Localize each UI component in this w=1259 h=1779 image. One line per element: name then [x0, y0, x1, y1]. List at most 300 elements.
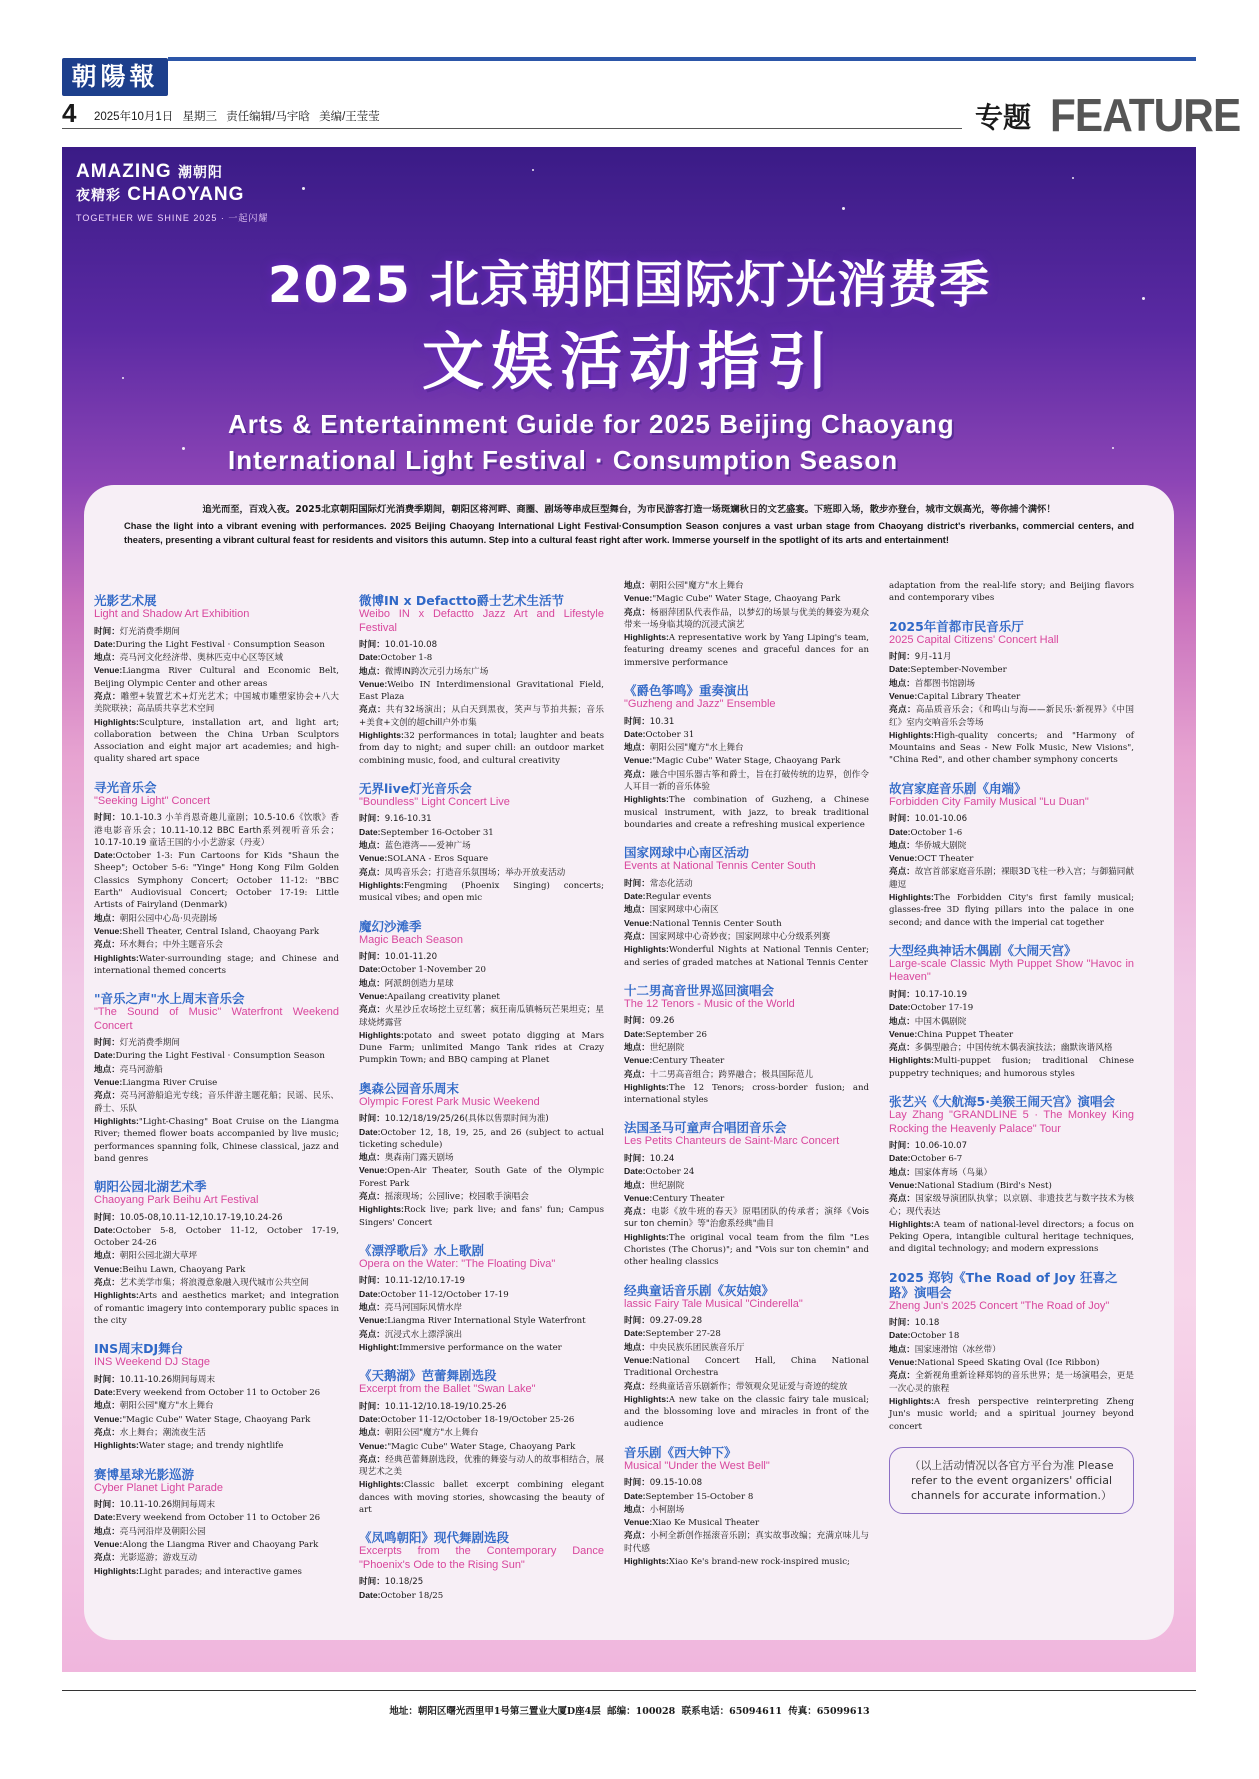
event-detail-line	[94, 1565, 339, 1578]
detail-label: 时间：	[624, 877, 650, 888]
detail-value: October 18	[910, 1331, 960, 1342]
event-detail-line	[624, 1354, 869, 1380]
detail-value: 摇滚现场；公园live；校园歌手演唱会	[384, 1192, 529, 1202]
detail-value: potato and sweet potato digging at Mars Dune Farm; unlimited Mango Tank rides at Crazy Pumpkin Town; and BBQ camping at Planet	[359, 1030, 604, 1066]
detail-value: Classic ballet excerpt combining elegant dances with moving stories, showcasing the beauty of art	[359, 1480, 604, 1516]
detail-value: Liangma River Cruise	[122, 1078, 218, 1089]
detail-value: 艺术美学市集；将浪漫意象融入现代城市公共空间	[119, 1278, 309, 1289]
event-detail-line	[94, 1211, 339, 1224]
detail-label: 亮点：	[624, 1206, 652, 1217]
detail-value: "Magic Cube" Water Stage, Chaoyang Park	[122, 1414, 311, 1425]
event-detail-line	[624, 877, 869, 890]
event-detail-line	[359, 1400, 604, 1413]
event-detail-line	[624, 606, 869, 632]
detail-value: "Light-Chasing" Boat Cruise on the Liangma River; themed flower boats accompanied by live music; performances spanning folk, Chinese classical, jazz and band genres	[94, 1116, 339, 1164]
detail-value: 朝阳公园"魔方"水上舞台	[649, 743, 744, 754]
detail-label: 亮点：	[359, 1191, 385, 1201]
detail-value: 朝阳公园中心岛·贝壳剧场	[119, 913, 218, 924]
detail-value: 国家体育场（鸟巢）	[914, 1167, 993, 1178]
event-item	[94, 1179, 339, 1327]
event-detail-line	[359, 977, 604, 990]
detail-label: Highlights:	[624, 1231, 669, 1242]
detail-value: September 16-October 31	[380, 827, 494, 838]
detail-label: 亮点：	[94, 1277, 120, 1288]
event-detail-line	[94, 1089, 339, 1115]
footer-rule	[62, 1690, 1196, 1691]
detail-value: Water-surrounding stage; and Chinese and international themed concerts	[94, 953, 339, 976]
detail-value: 常态化活动	[649, 878, 693, 889]
event-title-cn: 十二男高音世界巡回演唱会	[624, 982, 775, 998]
detail-value: "Magic Cube" Water Stage, Chaoyang Park	[652, 594, 841, 605]
detail-value: Light parades; and interactive games	[138, 1566, 302, 1577]
detail-label: Date:	[359, 826, 381, 837]
detail-label: Date:	[359, 652, 381, 663]
event-detail-line	[624, 1205, 869, 1231]
event-detail-line	[359, 1274, 604, 1287]
detail-value: Liangma River Cultural and Economic Belt, Beijing Olympic Center and other areas	[94, 666, 339, 689]
detail-value: "Magic Cube" Water Stage, Chaoyang Park	[387, 1441, 576, 1452]
event-detail-line	[359, 879, 604, 905]
event-title-en: Magic Beach Season	[359, 933, 463, 946]
detail-label: 时间：	[359, 951, 385, 962]
detail-label: 亮点：	[624, 1068, 650, 1079]
detail-value: 沉浸式水上漂浮演出	[384, 1329, 463, 1340]
intro-text	[124, 503, 1134, 547]
event-detail-line	[624, 1068, 869, 1081]
detail-value: 首都图书馆剧场	[914, 678, 975, 689]
detail-label: 时间：	[359, 1113, 385, 1124]
event-detail-line	[94, 716, 339, 766]
detail-label: Highlights:	[94, 1290, 139, 1301]
detail-label: 时间：	[94, 1211, 120, 1222]
detail-value: 奥森南门露天剧场	[384, 1153, 454, 1164]
detail-label: 时间：	[889, 988, 915, 999]
event-detail-line	[359, 839, 604, 852]
detail-label: 亮点：	[624, 1530, 651, 1541]
event-detail-line	[94, 638, 339, 651]
detail-label: Highlights:	[94, 1115, 139, 1126]
detail-label: Venue:	[624, 1192, 653, 1203]
section-name-en: FEATURE	[1050, 89, 1241, 141]
detail-value: Water stage; and trendy nightlife	[138, 1441, 284, 1452]
detail-label: Venue:	[359, 1165, 388, 1176]
detail-value: October 11-12/October 18-19/October 25-26	[380, 1414, 575, 1425]
event-logo	[76, 161, 276, 245]
detail-value: 朝阳公园北湖大草坪	[119, 1251, 198, 1262]
detail-label: 时间：	[624, 1152, 650, 1163]
detail-label: Date:	[94, 850, 116, 861]
event-detail-line	[889, 1395, 1134, 1433]
event-detail-line	[624, 890, 869, 903]
detail-label: 地点：	[359, 977, 385, 988]
detail-label: Highlights:	[94, 1440, 139, 1451]
detail-label: 亮点：	[359, 1453, 386, 1464]
event-detail-line	[624, 917, 869, 930]
event-title-cn: 国家网球中心南区活动	[624, 845, 750, 861]
event-title-en: "Boundless" Light Concert Live	[359, 795, 510, 808]
event-detail-line	[624, 1054, 869, 1067]
event-detail-line	[624, 1380, 869, 1393]
detail-label: Venue:	[94, 1263, 123, 1274]
detail-label: 亮点：	[889, 1193, 916, 1204]
event-detail-line	[359, 638, 604, 651]
detail-value: The Forbidden City's first family musical; glasses-free 3D flying pillars into the palace in one second; and dance with the imperial cat together	[889, 893, 1134, 928]
event-detail-line	[359, 1426, 604, 1439]
detail-label: 时间：	[624, 1015, 650, 1026]
detail-label: 时间：	[624, 1315, 650, 1326]
detail-value: 电影《放牛班的春天》原唱团队的传承者；演绎《Vois sur ton chemin》等"治愈系经典"曲目	[624, 1207, 869, 1230]
detail-label: 地点：	[889, 677, 915, 688]
event-detail-line	[889, 852, 1134, 865]
event-detail-line	[624, 728, 869, 741]
logo-cn-1: 潮朝阳	[177, 165, 223, 181]
title-cn-line2: 文娱活动指引	[421, 325, 836, 398]
event-item	[94, 991, 339, 1165]
detail-label: Venue:	[94, 1413, 123, 1424]
detail-label: Date:	[624, 1166, 646, 1177]
detail-label: Date:	[624, 1028, 646, 1039]
event-item	[624, 683, 869, 831]
event-detail-line	[359, 1453, 604, 1479]
detail-value: Shell Theater, Central Island, Chaoyang Park	[122, 926, 320, 937]
event-item	[889, 781, 1134, 929]
event-title-cn: INS周末DJ舞台	[94, 1341, 184, 1357]
event-title-cn: 故宫家庭音乐剧《甪端》	[889, 780, 1027, 796]
event-detail-line	[359, 1288, 604, 1301]
event-detail-line	[889, 1001, 1134, 1014]
event-detail-line	[889, 1316, 1134, 1329]
event-title-cn: 《漂浮歌后》水上歌剧	[359, 1242, 485, 1258]
detail-label: Date:	[624, 1328, 646, 1339]
event-detail-line	[889, 1218, 1134, 1256]
detail-label: Highlights:	[889, 892, 934, 903]
detail-value: 10.01-10.08	[384, 640, 438, 650]
detail-label: 地点：	[94, 912, 120, 923]
detail-value: 中国木偶剧院	[914, 1016, 967, 1027]
detail-label: 时间：	[889, 813, 915, 824]
detail-value: 火星沙丘农场挖土豆红薯；疯狂南瓜镇畅玩芒果坦克；星球烧烤露营	[359, 1005, 604, 1028]
detail-value: Open-Air Theater, South Gate of the Olympic Forest Park	[359, 1166, 604, 1189]
event-detail-line	[359, 1328, 604, 1341]
event-detail-line	[624, 943, 869, 969]
detail-label: 地点：	[624, 742, 650, 753]
event-detail-line	[359, 1203, 604, 1229]
event-detail-line	[889, 1343, 1134, 1356]
detail-value: Arts and aesthetics market; and integration of romantic imagery into contemporary public spaces in the city	[94, 1291, 339, 1326]
detail-value: 09.26	[649, 1016, 675, 1027]
detail-label: 亮点：	[624, 930, 650, 941]
event-title-en: Chaoyang Park Beihu Art Festival	[94, 1194, 259, 1207]
event-title-en: Lay Zhang "GRANDLINE 5 · The Monkey King Rocking the Heavenly Palace" Tour	[889, 1109, 1134, 1135]
event-title-cn: "音乐之声"水上周末音乐会	[94, 991, 245, 1007]
detail-value: 亮马河游船追光专线；音乐伴游主题花船；民谣、民乐、爵士、乐队	[94, 1091, 339, 1114]
event-detail-line	[359, 1112, 604, 1125]
event-detail-line	[359, 1589, 604, 1602]
event-item	[94, 780, 339, 977]
detail-value: 经典童话音乐剧新作；带领观众见证爱与奇迹的绽放	[649, 1381, 848, 1392]
event-title-cn: 《凤鸣朝阳》现代舞剧选段	[359, 1530, 510, 1546]
detail-value: A fresh perspective reinterpreting Zheng Jun's music world; and a spiritual journey beyond concert	[889, 1396, 1134, 1432]
detail-value: 朝阳公园"魔方"水上舞台	[119, 1401, 214, 1412]
event-title-en: Cyber Planet Light Parade	[94, 1481, 224, 1494]
event-detail-line	[359, 866, 604, 879]
detail-label: 时间：	[624, 715, 650, 726]
detail-label: 时间：	[359, 1400, 385, 1411]
event-detail-line	[624, 1081, 869, 1107]
detail-label: 亮点：	[94, 1426, 120, 1437]
detail-value: Weibo IN Interdimensional Gravitational Field, East Plaza	[359, 679, 604, 703]
detail-label: Highlights:	[359, 1029, 404, 1040]
detail-value: The original vocal team from the film "Les Choristes (The Chorus)"; and "Vois sur ton chemin" and other healing classics	[624, 1232, 869, 1268]
event-detail-line	[359, 729, 604, 767]
editor-credit: 责任编辑/马宇晗	[226, 111, 310, 123]
event-item	[359, 919, 604, 1067]
event-detail-line	[94, 1498, 339, 1511]
title-cn-line1: 2025 北京朝阳国际灯光消费季	[267, 256, 991, 314]
detail-label: 地点：	[94, 1525, 120, 1536]
event-detail-line	[889, 1015, 1134, 1028]
detail-label: Date:	[94, 638, 116, 649]
detail-label: 亮点：	[624, 1380, 650, 1391]
detail-label: Highlights:	[94, 952, 139, 963]
detail-value: Apailang creativity planet	[387, 991, 500, 1002]
detail-value: 小柯剧场	[649, 1504, 685, 1515]
detail-label: 亮点：	[359, 1004, 386, 1015]
event-item	[94, 593, 339, 766]
detail-value: National Stadium (Bird's Nest)	[917, 1180, 1052, 1191]
detail-value: 10.17-10.19	[914, 989, 968, 1000]
event-title-en: Zheng Jun's 2025 Concert "The Road of Joy"	[889, 1299, 1110, 1312]
logo-tagline: TOGETHER WE SHINE 2025 · 一起闪耀	[76, 213, 269, 223]
detail-value: 国家级导演团队执掌；以京剧、非遗技艺与数字技术为核心；现代表达	[889, 1194, 1134, 1217]
event-detail-line	[624, 1341, 869, 1354]
detail-value: 水上舞台；潮流夜生活	[119, 1427, 206, 1438]
detail-label: 亮点：	[889, 866, 915, 877]
detail-value: National Concert Hall, China National Traditional Orchestra	[624, 1355, 869, 1379]
event-detail-line	[359, 1126, 604, 1152]
event-title-cn: 朝阳公园北湖艺术季	[94, 1179, 207, 1195]
detail-label: Venue:	[359, 853, 388, 864]
detail-label: 亮点：	[889, 1370, 916, 1381]
detail-value: 灯光消费季期间	[119, 1038, 180, 1049]
detail-label: 亮点：	[889, 1042, 915, 1053]
event-detail-line	[94, 1399, 339, 1412]
detail-value: 国家网球中心南区	[649, 905, 719, 916]
event-title-en: The 12 Tenors - Music of the World	[624, 997, 795, 1010]
detail-label: Venue:	[359, 990, 388, 1001]
event-title-cn: 赛博星球光影巡游	[94, 1466, 195, 1482]
event-detail-line	[624, 1476, 869, 1489]
detail-value: September 15-October 8	[645, 1491, 754, 1502]
event-detail-line	[889, 690, 1134, 703]
detail-value: Xiao Ke Musical Theater	[652, 1518, 760, 1529]
detail-label: Date:	[624, 1490, 646, 1501]
event-item	[359, 593, 604, 767]
detail-label: Date:	[94, 1387, 116, 1398]
event-item	[889, 943, 1134, 1080]
event-detail-line	[359, 651, 604, 664]
detail-label: 亮点：	[94, 1552, 120, 1563]
event-title-cn: 2025年首都市民音乐厅	[889, 618, 1024, 634]
detail-value: 10.11-10.26期间每周末	[119, 1500, 216, 1511]
event-detail-line	[889, 1179, 1134, 1192]
event-detail-line	[94, 1511, 339, 1524]
title-en-line2: International Light Festival · Consumption Season	[228, 445, 899, 475]
detail-value: October 1-8	[380, 653, 433, 664]
detail-value: October 31	[645, 729, 695, 740]
detail-label: Highlight:	[359, 1341, 400, 1352]
detail-label: 地点：	[94, 1250, 120, 1261]
detail-label: Highlights:	[624, 1556, 669, 1567]
event-detail-line	[94, 1439, 339, 1452]
detail-label: Date:	[94, 1050, 116, 1061]
event-detail-line	[624, 903, 869, 916]
footer-postcode: 邮编：100028	[607, 1706, 676, 1717]
event-detail-line	[624, 1152, 869, 1165]
detail-value: Every weekend from October 11 to October 26	[115, 1513, 321, 1524]
event-detail-line	[624, 1165, 869, 1178]
event-detail-line	[889, 677, 1134, 690]
detail-value: High-quality concerts; and "Harmony of Mountains and Seas - New Folk Music, New Visions", "China Red", and other chamber symphony concerts	[889, 730, 1134, 766]
detail-value: 09.27-09.28	[649, 1316, 703, 1327]
detail-value: October 1-November 20	[380, 965, 486, 976]
detail-label: 时间：	[94, 812, 121, 823]
event-detail-line	[624, 793, 869, 831]
detail-value: 阿派朗创造力星球	[384, 978, 454, 989]
detail-value: 融合中国乐器古筝和爵士，旨在打破传统的边界，创作令人耳目一新的音乐体验	[624, 769, 869, 793]
event-title-en: Large-scale Classic Myth Puppet Show "Havoc in Heaven"	[889, 957, 1134, 984]
detail-value: 10.06-10.07	[914, 1141, 968, 1152]
detail-value: 亮马河文化经济带、奥林匹克中心区等区域	[119, 653, 284, 664]
detail-value: 故宫首部家庭音乐剧；裸眼3D飞柱一秒入宫；与御猫同献趣逗	[889, 867, 1134, 890]
detail-value: SOLANA - Eros Square	[387, 854, 489, 865]
event-title-cn: 经典童话音乐剧《灰姑娘》	[624, 1282, 775, 1298]
detail-label: 亮点：	[94, 1090, 121, 1101]
event-detail-line	[359, 826, 604, 839]
detail-value: Every weekend from October 11 to October 26	[115, 1388, 321, 1399]
designer-credit: 美编/王莹莹	[319, 111, 380, 123]
column-4	[889, 579, 1134, 1514]
event-title-cn: 音乐剧《西大钟下》	[624, 1444, 737, 1460]
event-item	[359, 1368, 604, 1516]
detail-label: Date:	[359, 1126, 381, 1137]
detail-value: October 1-3: Fun Cartoons for Kids "Shaun the Sheep"; October 5-6: "Yinge" Hong Kong Film Golden Classics Symphony Concert; October 11-12: "BBC Earth" Audiovisual Concert; October 17-19: Little Artists of Fairyland (Denmark)	[94, 851, 339, 911]
event-detail-line	[94, 1551, 339, 1564]
event-detail-line	[889, 1152, 1134, 1165]
detail-label: 地点：	[624, 1179, 650, 1190]
event-detail-line	[359, 1314, 604, 1327]
detail-label: Highlights:	[94, 1565, 139, 1576]
event-detail-line	[94, 1249, 339, 1262]
detail-value: A team of national-level directors; a focus on Peking Opera, intangible cultural heritage techniques, and digital technology; and modern expressions	[889, 1219, 1134, 1255]
event-detail-line	[94, 925, 339, 938]
detail-label: 时间：	[94, 625, 120, 636]
detail-label: 时间：	[889, 1140, 915, 1151]
detail-value: 国家网球中心奇妙夜；国家网球中心分级系列赛	[649, 931, 831, 942]
event-title-en: Excerpts from the Contemporary Dance "Phoenix's Ode to the Rising Sun"	[359, 1545, 604, 1571]
detail-value: 10.01-11.20	[384, 952, 438, 963]
event-item	[624, 1283, 869, 1431]
event-detail-line	[889, 839, 1134, 852]
detail-label: Highlights:	[624, 944, 669, 955]
detail-value: October 17-19	[910, 1003, 974, 1014]
detail-value: 中央民族乐团民族音乐厅	[649, 1342, 745, 1353]
event-detail-line	[889, 1192, 1134, 1218]
footer-address: 地址：朝阳区曙光西里甲1号第三置业大厦D座4层	[389, 1706, 601, 1717]
detail-label: 地点：	[889, 1343, 915, 1354]
event-detail-line	[624, 1179, 869, 1192]
logo-en-1: AMAZING	[76, 161, 172, 182]
event-title-cn: 《爵色筝鸣》重奏演出	[624, 683, 750, 699]
detail-label: 地点：	[624, 904, 650, 915]
event-title-en: lassic Fairy Tale Musical "Cinderella"	[624, 1297, 803, 1310]
page-number: 4	[62, 98, 77, 128]
detail-label: Date:	[889, 1153, 911, 1164]
detail-label: Highlights:	[889, 729, 934, 740]
event-item	[94, 1341, 339, 1452]
event-title-en: Excerpt from the Ballet "Swan Lake"	[359, 1383, 536, 1396]
event-detail-line	[624, 1192, 869, 1205]
detail-value: 全新视角重新诠释郑钧的音乐世界；是一场演唱会，更是一次心灵的旅程	[889, 1371, 1134, 1394]
detail-label: 地点：	[94, 1063, 120, 1074]
event-item	[889, 1094, 1134, 1256]
detail-value: 世纪剧院	[649, 1042, 685, 1053]
detail-label: 地点：	[359, 1301, 385, 1312]
detail-value: 10.18/25	[384, 1577, 424, 1588]
detail-value: 高品质音乐会；《和鸣山与海——新民乐·新视界》《中国红》室内交响音乐会等场	[889, 705, 1134, 728]
event-title-cn: 《天鹅湖》芭蕾舞剧选段	[359, 1368, 497, 1384]
event-detail-line	[624, 930, 869, 943]
event-detail-line	[94, 651, 339, 664]
event-title-cn: 2025 郑钧《The Road of Joy 狂喜之路》演唱会	[889, 1269, 1118, 1300]
event-detail-line	[889, 865, 1134, 891]
event-detail-line	[359, 990, 604, 1003]
detail-value: 雕塑+装置艺术+灯光艺术；中国城市雕塑家协会+八大美院联袂；高品质共享艺术空间	[94, 691, 339, 715]
event-detail-line	[624, 1014, 869, 1027]
event-detail-line	[359, 678, 604, 704]
detail-label: 亮点：	[624, 768, 651, 779]
event-detail-line	[624, 1231, 869, 1269]
top-rule	[168, 57, 1196, 61]
detail-value: 10.24	[649, 1153, 675, 1164]
event-title-en: INS Weekend DJ Stage	[94, 1356, 210, 1369]
detail-value: 凤鸣音乐会；打造音乐氛围场；举办开放麦活动	[384, 867, 566, 878]
event-detail-line	[889, 1329, 1134, 1342]
event-title-en: Forbidden City Family Musical "Lu Duan"	[889, 795, 1089, 808]
event-detail-line	[624, 1555, 869, 1568]
event-title-cn: 大型经典神话木偶剧《大闹天宫》	[889, 942, 1077, 958]
event-detail-line	[359, 1190, 604, 1203]
detail-value: A new take on the classic fairy tale musical; and the blossoming love and miracles in front of the audience	[624, 1394, 869, 1430]
detail-label: Venue:	[359, 1440, 388, 1451]
detail-value: 环水舞台；中外主题音乐会	[119, 940, 223, 951]
detail-value: A representative work by Yang Liping's team, featuring dreamy scenes and graceful dances for an immersive performance	[624, 633, 869, 668]
event-detail-line	[359, 1478, 604, 1516]
detail-label: 亮点：	[94, 939, 120, 950]
detail-label: Venue:	[624, 1055, 653, 1066]
detail-label: Highlights:	[889, 1055, 934, 1066]
event-detail-line	[94, 1525, 339, 1538]
event-detail-line	[359, 1029, 604, 1067]
event-item	[94, 1467, 339, 1578]
detail-label: Date:	[889, 664, 911, 675]
event-title-cn: 寻光音乐会	[94, 779, 157, 795]
event-detail-line	[624, 631, 869, 669]
detail-value: Rock live; park live; and fans' fun; Campus Singers' Concert	[359, 1205, 604, 1228]
event-detail-line	[94, 690, 339, 716]
detail-value: 多偶型融合；中国传统木偶表演技法；幽默诙谐风格	[914, 1043, 1113, 1054]
detail-label: 地点：	[624, 1341, 650, 1352]
